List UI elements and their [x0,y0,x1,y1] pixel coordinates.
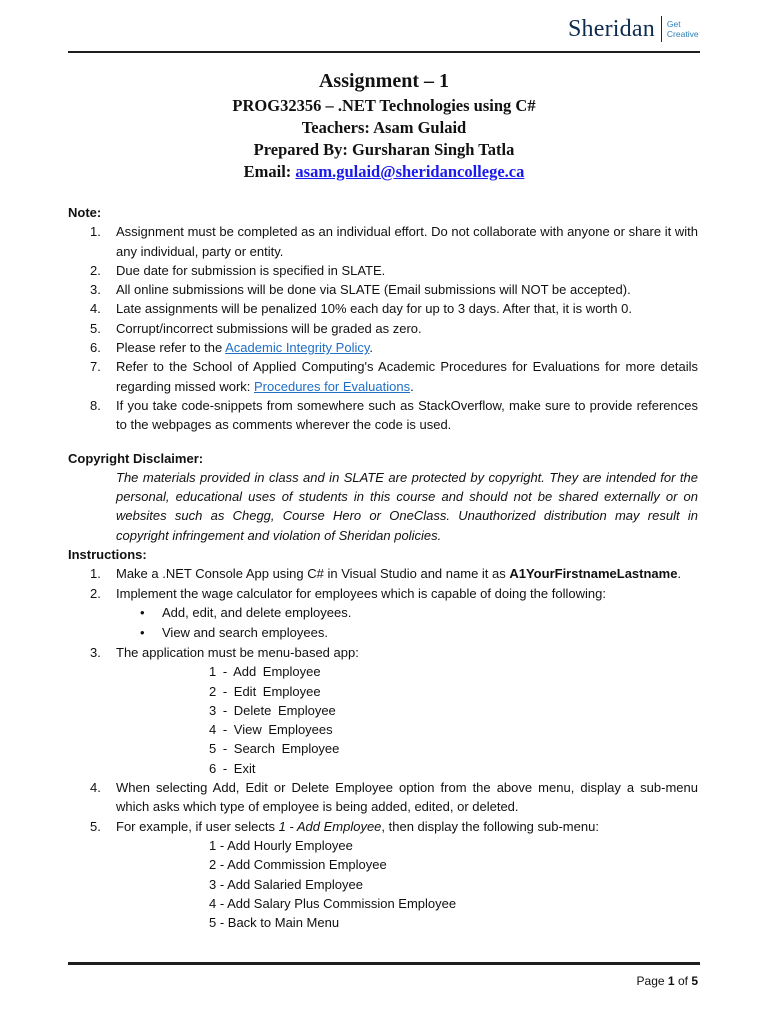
note-item-number: 7. [90,359,101,375]
prepared-by-line: Prepared By: Gursharan Singh Tatla [253,140,515,159]
note-item [68,396,698,435]
bullet-text: View and search employees. [162,624,328,640]
copyright-text: The materials provided in class and in SLATE are protected by copyright. They are intended for the personal, educational uses of students in this course and should not be shared externally or on websites such as Chegg, Course Hero or OneClass. Unauthorized distribution may result in copyright infringement and violation of Sheridan policies. [116,469,698,543]
note-item-number: 2. [90,262,101,278]
note-list [68,222,698,434]
note-item [68,280,698,299]
instructions-heading: Instructions: [68,547,147,563]
assignment-title: Assignment – 1 [318,70,449,92]
note-item-text: All online submissions will be done via SLATE (Email submissions will NOT be accepted). [116,282,631,298]
sheridan-logo [568,14,699,44]
note-item-number: 8. [90,397,101,413]
submenu-option: 1 - Add Hourly Employee [209,837,353,853]
instruction-item [68,564,698,583]
title-block [68,67,700,183]
note-item-text: Please refer to the [116,340,226,356]
instruction-number: 5. [90,818,101,834]
note-item-text: Refer to the School of Applied Computing's Academic Procedures for Evaluations for more details regarding missed work: [116,359,698,394]
bullet-icon: • [140,604,145,620]
page-number [637,974,698,988]
menu-option: 1 - Add Employee [209,664,321,680]
menu-option-reference: 1 - Add Employee [278,818,382,834]
logo-tagline [667,19,699,39]
instruction-text: , then display the following sub-menu: [381,818,599,834]
instruction-item [68,643,698,662]
logo-divider [661,16,662,42]
note-item-number: 3. [90,282,101,298]
note-item-number: 5. [90,320,101,336]
project-name: A1YourFirstnameLastname [509,566,678,582]
menu-option: 2 - Edit Employee [209,683,321,699]
sub-menu-listing [68,836,698,932]
note-item-text: Late assignments will be penalized 10% each day for up to 3 days. After that, it is worth 0. [116,301,632,317]
main-menu-listing [68,662,698,778]
note-item-number: 4. [90,301,101,317]
instructions-list-cont [68,643,698,662]
page-of: of [677,974,688,988]
page-total: 5 [691,974,698,988]
instruction-number: 4. [90,780,101,796]
procedures-for-evaluations-link[interactable]: Procedures for Evaluations [254,378,411,394]
instruction-number: 3. [90,644,101,660]
bullet-item [68,603,698,623]
document-body [68,203,698,932]
instruction-text: Make a .NET Console App using C# in Visual Studio and name it as [116,566,510,582]
footer-rule [68,962,700,965]
note-item [68,299,698,318]
bullet-icon: • [140,624,145,640]
note-heading: Note: [68,205,102,220]
bullet-item [68,623,698,643]
note-item-number: 1. [90,224,101,240]
menu-option: 4 - View Employees [209,722,333,738]
submenu-option: 4 - Add Salary Plus Commission Employee [209,895,457,911]
instructions-list-cont2 [68,778,698,836]
logo-tagline-line1: Get [666,19,681,29]
teachers-line: Teachers: Asam Gulaid [301,118,467,137]
submenu-option: 5 - Back to Main Menu [209,915,340,931]
note-item [68,357,698,396]
academic-integrity-policy-link[interactable]: Academic Integrity Policy [225,340,370,356]
note-item-number: 6. [90,340,101,356]
bullet-text: Add, edit, and delete employees. [162,604,352,620]
page-current: 1 [667,974,675,988]
email-link[interactable]: asam.gulaid@sheridancollege.ca [295,162,525,181]
instruction-number: 1. [90,566,101,582]
note-item [68,338,698,357]
note-item-text: Due date for submission is specified in SLATE. [116,262,386,278]
note-item-text: Corrupt/incorrect submissions will be graded as zero. [116,320,422,336]
instruction-number: 2. [90,585,101,601]
course-title: PROG32356 – .NET Technologies using C# [232,96,536,115]
header-rule [68,51,700,53]
copyright-heading: Copyright Disclaimer: [68,450,204,466]
note-item [68,319,698,338]
instruction-item [68,817,698,836]
instruction-text: Implement the wage calculator for employees which is capable of doing the following: [116,585,606,601]
submenu-option: 2 - Add Commission Employee [209,857,387,873]
note-item-text: If you take code-snippets from somewhere such as StackOverflow, make sure to provide references to the webpages as comments wherever the code is used. [116,397,698,433]
logo-wordmark: Sheridan [568,15,655,42]
note-item [68,222,698,261]
menu-option: 3 - Delete Employee [209,702,336,718]
instruction-text: The application must be menu-based app: [116,644,359,660]
instruction-item [68,584,698,603]
note-item-punct: . [369,340,374,356]
page-word: Page [636,974,665,988]
instruction-text: For example, if user selects [116,818,279,834]
email-label: Email: [243,162,292,181]
instruction-text: When selecting Add, Edit or Delete Employee option from the above menu, display a sub-menu which asks which type of employee is being added, edited, or deleted. [116,780,698,815]
email-line [68,161,700,183]
submenu-option: 3 - Add Salaried Employee [209,876,363,892]
feature-bullet-list [68,603,698,643]
note-item [68,261,698,280]
menu-option: 5 - Search Employee [209,741,340,757]
instruction-punct: . [677,566,682,582]
instruction-item [68,778,698,817]
menu-option: 6 - Exit [209,760,256,776]
note-item-punct: . [410,378,414,394]
logo-tagline-line2: Creative [666,29,699,39]
instructions-list [68,564,698,603]
note-item-text: Assignment must be completed as an individual effort. Do not collaborate with anyone or share it with any individual, party or entity. [116,224,698,259]
